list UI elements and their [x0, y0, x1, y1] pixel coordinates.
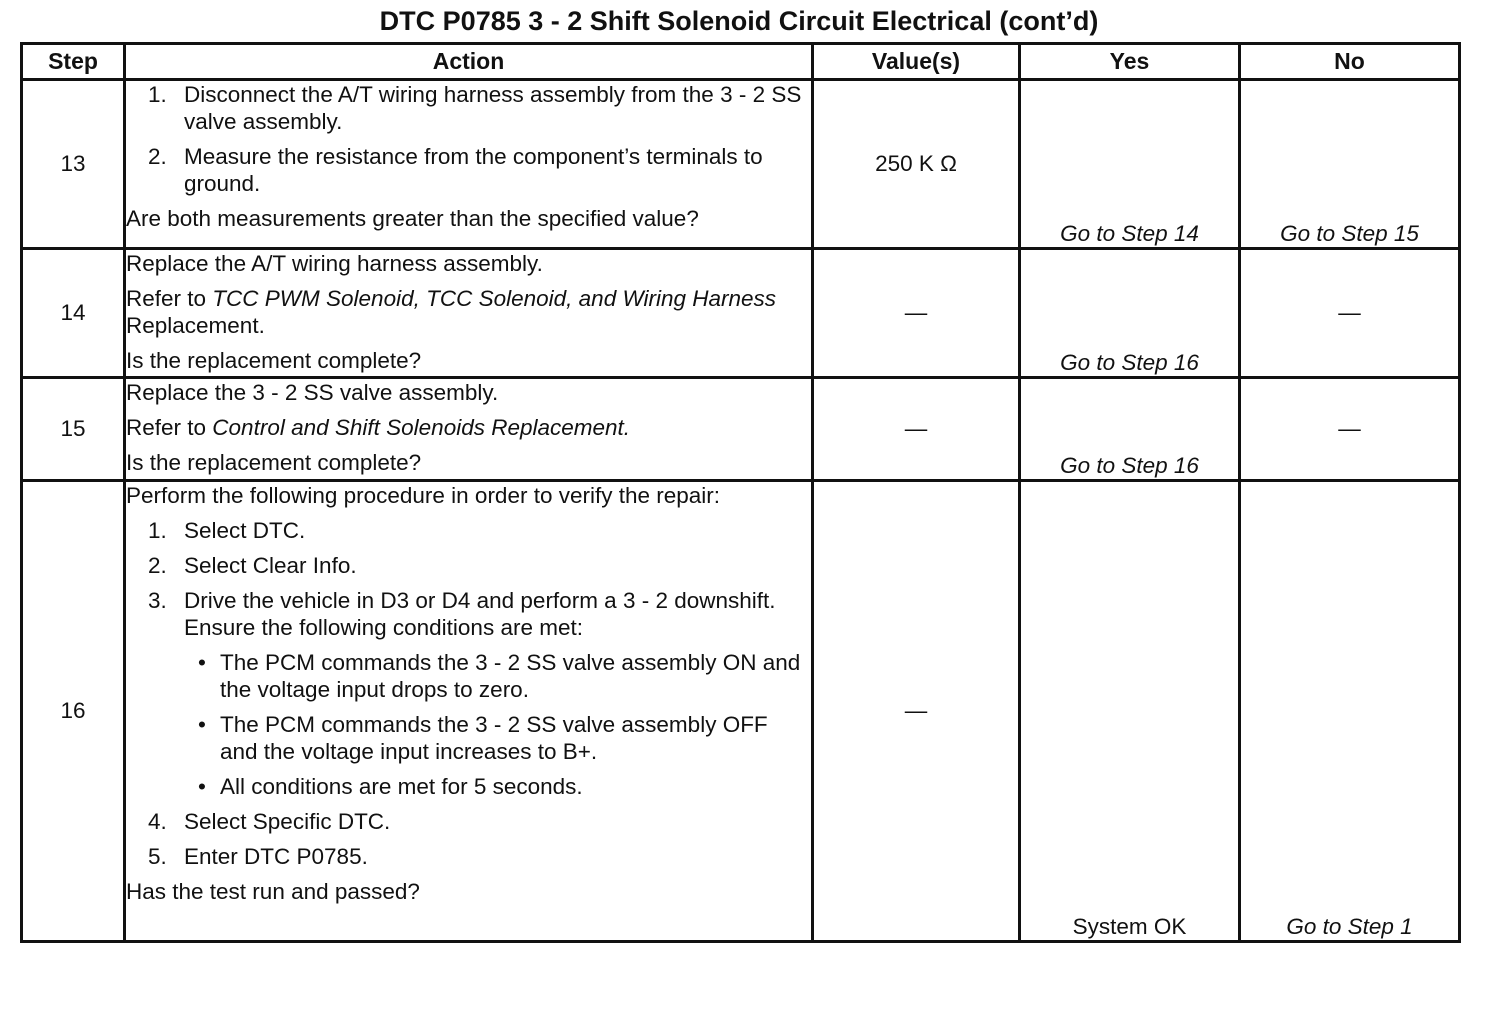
- action-question: Has the test run and passed?: [126, 879, 420, 904]
- value-cell: —: [813, 249, 1020, 378]
- bullet-list: [184, 649, 811, 800]
- action-reference: Refer to TCC PWM Solenoid, TCC Solenoid, and Wiring Harness Replacement.: [126, 286, 777, 338]
- action-question: Is the replacement complete?: [126, 450, 422, 475]
- action-cell: [125, 378, 813, 481]
- header-no: No: [1240, 44, 1460, 80]
- page-title: DTC P0785 3 - 2 Shift Solenoid Circuit Electrical (cont’d): [379, 6, 1099, 36]
- bullet-item: • All conditions are met for 5 seconds.: [198, 774, 583, 799]
- action-instruction: Replace the 3 - 2 SS valve assembly.: [126, 380, 499, 405]
- yes-cell: System OK: [1020, 481, 1240, 942]
- action-question: Is the replacement complete?: [126, 348, 422, 373]
- table-row: [22, 80, 1460, 249]
- table-row: [22, 378, 1460, 481]
- yes-cell: Go to Step 16: [1020, 378, 1240, 481]
- header-values: Value(s): [813, 44, 1020, 80]
- action-cell: [125, 249, 813, 378]
- no-cell: —: [1240, 249, 1460, 378]
- list-item: 5. Enter DTC P0785.: [148, 844, 368, 869]
- step-number: 15: [22, 378, 125, 481]
- action-intro: Perform the following procedure in order to verify the repair:: [126, 483, 721, 508]
- list-item: 1. Disconnect the A/T wiring harness assembly from the 3 - 2 SS valve assembly.: [148, 82, 802, 134]
- header-action: Action: [125, 44, 813, 80]
- action-question: Are both measurements greater than the specified value?: [126, 206, 699, 231]
- list-item: 1. Select DTC.: [148, 518, 306, 543]
- numbered-list: [126, 517, 811, 870]
- header-yes: Yes: [1020, 44, 1240, 80]
- value-cell: 250 K Ω: [813, 80, 1020, 249]
- step-number: 16: [22, 481, 125, 942]
- list-item: 4. Select Specific DTC.: [148, 809, 391, 834]
- yes-cell: Go to Step 14: [1020, 80, 1240, 249]
- header-row: [22, 44, 1460, 80]
- yes-cell: Go to Step 16: [1020, 249, 1240, 378]
- dtc-table: [20, 42, 1461, 943]
- value-cell: —: [813, 378, 1020, 481]
- step-number: 13: [22, 80, 125, 249]
- list-item: 2. Select Clear Info.: [148, 553, 357, 578]
- bullet-item: • The PCM commands the 3 - 2 SS valve assembly ON and the voltage input drops to zero.: [198, 650, 801, 702]
- no-cell: —: [1240, 378, 1460, 481]
- table-row: [22, 249, 1460, 378]
- action-cell: [125, 80, 813, 249]
- action-reference: Refer to Control and Shift Solenoids Replacement.: [126, 415, 631, 440]
- list-item: 3. Drive the vehicle in D3 or D4 and perform a 3 - 2 downshift. Ensure the following conditions are met: • The PCM commands the 3 - 2 SS valve assembly ON and the voltage input drops to zero. • The PCM commands the 3 - 2 SS valve assembly OFF and the voltage input increases to B+. • All conditions are met for 5 seconds.: [126, 587, 811, 800]
- numbered-list: [126, 81, 811, 197]
- step-number: 14: [22, 249, 125, 378]
- table-row: [22, 481, 1460, 942]
- value-cell: —: [813, 481, 1020, 942]
- action-cell: [125, 481, 813, 942]
- no-cell: Go to Step 1: [1240, 481, 1460, 942]
- action-instruction: Replace the A/T wiring harness assembly.: [126, 251, 543, 276]
- list-item: 2. Measure the resistance from the component’s terminals to ground.: [148, 144, 763, 196]
- header-step: Step: [22, 44, 125, 80]
- no-cell: Go to Step 15: [1240, 80, 1460, 249]
- bullet-item: • The PCM commands the 3 - 2 SS valve assembly OFF and the voltage input increases to B+.: [198, 712, 768, 764]
